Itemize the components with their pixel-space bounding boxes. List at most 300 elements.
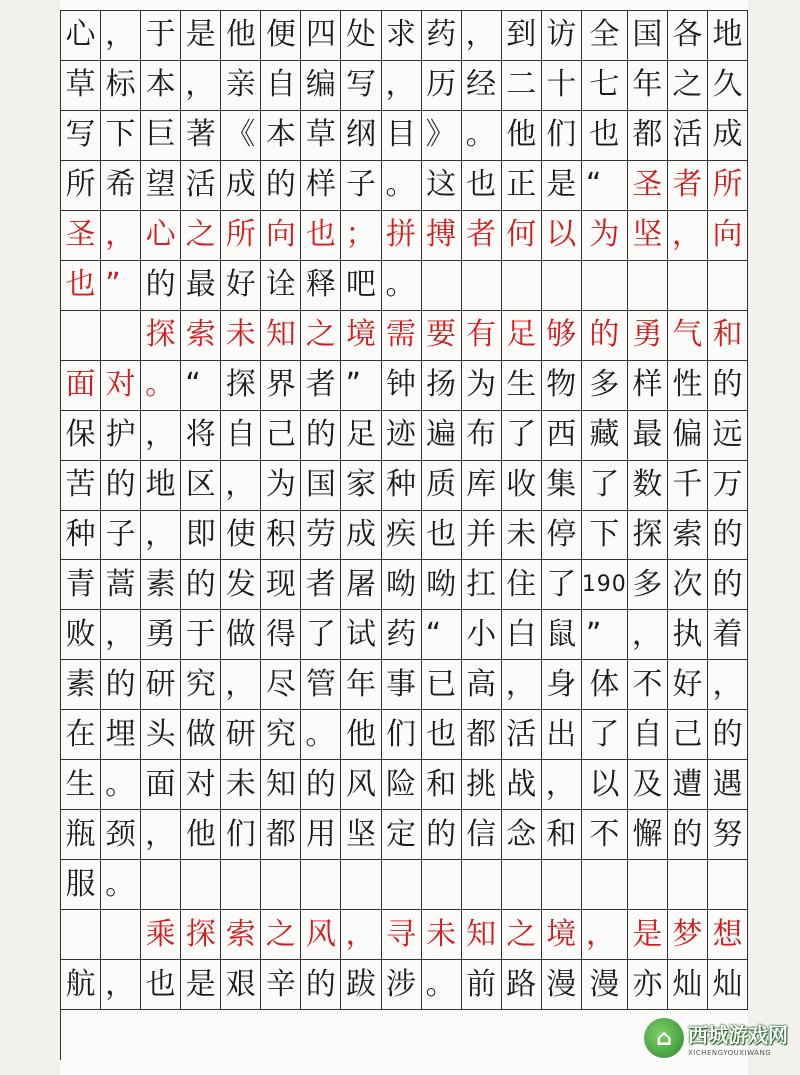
grid-cell: 各 — [668, 11, 708, 61]
grid-cell: 者 — [301, 361, 341, 411]
grid-cell: 著 — [181, 111, 221, 161]
grid-cell: 于 — [141, 11, 181, 61]
grid-cell: 疾 — [382, 511, 422, 561]
grid-cell: “ — [181, 361, 221, 411]
grid-cell: 乘 — [141, 910, 181, 960]
grid-cell — [668, 261, 708, 311]
grid-cell: 亲 — [221, 61, 261, 111]
grid-cell: 药 — [382, 610, 422, 660]
grid-cell: 好 — [221, 261, 261, 311]
grid-cell: 二 — [502, 61, 542, 111]
grid-cell: 用 — [301, 810, 341, 860]
grid-cell: 正 — [502, 161, 542, 211]
grid-cell — [542, 261, 582, 311]
grid-cell: 为 — [582, 211, 628, 261]
grid-cell — [221, 860, 261, 910]
grid-cell: 勇 — [141, 610, 181, 660]
grid-cell: 着 — [708, 610, 748, 660]
grid-cell: 便 — [261, 11, 301, 61]
grid-cell: 呦 — [422, 560, 462, 610]
grid-cell: 灿 — [708, 960, 748, 1010]
grid-cell: ， — [101, 610, 141, 660]
grid-cell: 自 — [261, 61, 301, 111]
grid-cell: 地 — [708, 11, 748, 61]
grid-cell: 药 — [422, 11, 462, 61]
grid-cell — [422, 860, 462, 910]
grid-cell: 做 — [221, 610, 261, 660]
grid-cell — [341, 860, 381, 910]
grid-cell: 现 — [261, 560, 301, 610]
grid-cell: 。 — [101, 760, 141, 810]
grid-cell: 收 — [502, 461, 542, 511]
grid-cell: 下 — [582, 511, 628, 561]
grid-cell: 。 — [462, 111, 502, 161]
grid-cell: ” — [101, 261, 141, 311]
grid-cell: 苦 — [61, 461, 101, 511]
grid-cell: 不 — [582, 810, 628, 860]
grid-cell: 风 — [341, 760, 381, 810]
grid-cell: 的 — [708, 560, 748, 610]
grid-cell: 颈 — [101, 810, 141, 860]
grid-cell: 也 — [61, 261, 101, 311]
grid-cell: 目 — [382, 111, 422, 161]
grid-cell: ， — [141, 511, 181, 561]
grid-cell: 子 — [101, 511, 141, 561]
grid-cell — [462, 860, 502, 910]
grid-cell: 活 — [668, 111, 708, 161]
grid-cell: 及 — [628, 760, 668, 810]
grid-cell: 的 — [708, 710, 748, 760]
grid-cell: 得 — [261, 610, 301, 660]
grid-cell: 多 — [628, 560, 668, 610]
grid-cell: ， — [101, 11, 141, 61]
grid-cell: ， — [181, 61, 221, 111]
grid-cell: 扛 — [462, 560, 502, 610]
grid-cell: 好 — [668, 660, 708, 710]
grid-cell: 访 — [542, 11, 582, 61]
grid-cell: 并 — [462, 511, 502, 561]
grid-cell: 屠 — [341, 560, 381, 610]
grid-cell: 研 — [221, 710, 261, 760]
grid-cell: 探 — [181, 910, 221, 960]
grid-cell: 即 — [181, 511, 221, 561]
grid-cell: 遇 — [708, 760, 748, 810]
grid-cell: 活 — [502, 710, 542, 760]
grid-cell: 钟 — [382, 361, 422, 411]
grid-cell: 未 — [422, 910, 462, 960]
grid-cell: 搏 — [422, 211, 462, 261]
site-watermark — [644, 1005, 794, 1071]
grid-cell: 所 — [221, 211, 261, 261]
grid-cell: 多 — [582, 361, 628, 411]
grid-cell: 生 — [502, 361, 542, 411]
grid-cell: 保 — [61, 411, 101, 461]
grid-cell: 知 — [261, 311, 301, 361]
grid-cell: 。 — [422, 960, 462, 1010]
grid-cell: 和 — [422, 760, 462, 810]
grid-cell: 小 — [462, 610, 502, 660]
grid-cell: 自 — [628, 710, 668, 760]
grid-cell: 自 — [221, 411, 261, 461]
grid-cell: 亦 — [628, 960, 668, 1010]
grid-cell: 埋 — [101, 710, 141, 760]
grid-cell: 之 — [668, 61, 708, 111]
grid-cell: 们 — [221, 810, 261, 860]
grid-cell: 对 — [181, 760, 221, 810]
grid-cell: 心 — [141, 211, 181, 261]
grid-cell: 对 — [101, 361, 141, 411]
grid-cell: 呦 — [382, 560, 422, 610]
grid-cell: 巨 — [141, 111, 181, 161]
grid-cell: ， — [101, 960, 141, 1010]
grid-cell: 向 — [261, 211, 301, 261]
grid-cell: 挑 — [462, 760, 502, 810]
grid-cell — [181, 860, 221, 910]
grid-cell: 本 — [261, 111, 301, 161]
grid-cell — [382, 860, 422, 910]
grid-cell: 想 — [708, 910, 748, 960]
grid-cell: 种 — [382, 461, 422, 511]
grid-cell: 将 — [181, 411, 221, 461]
grid-cell: 之 — [181, 211, 221, 261]
grid-cell: 都 — [628, 111, 668, 161]
grid-cell — [261, 860, 301, 910]
grid-cell: 积 — [261, 511, 301, 561]
grid-cell: 以 — [582, 760, 628, 810]
grid-cell: ， — [341, 910, 381, 960]
grid-cell: 索 — [668, 511, 708, 561]
grid-cell: 者 — [462, 211, 502, 261]
grid-cell: 之 — [261, 910, 301, 960]
grid-cell: 们 — [542, 111, 582, 161]
grid-cell: 种 — [61, 511, 101, 561]
grid-cell: 也 — [422, 511, 462, 561]
grid-cell: 写 — [61, 111, 101, 161]
grid-cell: ” — [582, 610, 628, 660]
grid-cell: 以 — [542, 211, 582, 261]
grid-cell: 是 — [181, 11, 221, 61]
grid-cell: 停 — [542, 511, 582, 561]
grid-cell: 的 — [301, 960, 341, 1010]
grid-cell: 未 — [502, 511, 542, 561]
grid-cell: 头 — [141, 710, 181, 760]
grid-cell: 足 — [341, 411, 381, 461]
grid-cell: 区 — [181, 461, 221, 511]
grid-cell: 们 — [382, 710, 422, 760]
grid-cell: 风 — [301, 910, 341, 960]
grid-cell: 前 — [462, 960, 502, 1010]
grid-cell: 性 — [668, 361, 708, 411]
grid-cell: 青 — [61, 560, 101, 610]
grid-cell: 住 — [502, 560, 542, 610]
grid-cell: 的 — [301, 411, 341, 461]
grid-cell: 念 — [502, 810, 542, 860]
grid-cell: 寻 — [382, 910, 422, 960]
grid-cell: 艰 — [221, 960, 261, 1010]
grid-cell: 的 — [422, 810, 462, 860]
grid-cell: 漫 — [582, 960, 628, 1010]
grid-cell: 不 — [628, 660, 668, 710]
grid-cell: 所 — [708, 161, 748, 211]
grid-cell: 《 — [221, 111, 261, 161]
grid-cell: 活 — [181, 161, 221, 211]
grid-cell: 败 — [61, 610, 101, 660]
grid-cell: 有 — [462, 311, 502, 361]
grid-cell: 辛 — [261, 960, 301, 1010]
grid-cell: ， — [582, 910, 628, 960]
grid-cell: 希 — [101, 161, 141, 211]
grid-cell — [101, 311, 141, 361]
grid-cell: 心 — [61, 11, 101, 61]
grid-cell: 也 — [141, 960, 181, 1010]
grid-cell — [502, 261, 542, 311]
grid-cell: 草 — [301, 111, 341, 161]
grid-cell: 拼 — [382, 211, 422, 261]
grid-cell — [301, 860, 341, 910]
grid-cell: 服 — [61, 860, 101, 910]
grid-cell: 这 — [422, 161, 462, 211]
grid-cell: 千 — [668, 461, 708, 511]
essay-sheet — [60, 0, 748, 1075]
grid-cell: 出 — [542, 710, 582, 760]
grid-cell: 探 — [628, 511, 668, 561]
grid-cell: 年 — [341, 660, 381, 710]
grid-cell: 样 — [301, 161, 341, 211]
grid-cell: 蒿 — [101, 560, 141, 610]
grid-cell: 。 — [301, 710, 341, 760]
grid-cell: 本 — [141, 61, 181, 111]
grid-cell: 都 — [261, 810, 301, 860]
grid-cell: 于 — [181, 610, 221, 660]
grid-cell — [502, 860, 542, 910]
grid-cell: 久 — [708, 61, 748, 111]
grid-cell: 和 — [708, 311, 748, 361]
grid-cell: 知 — [462, 910, 502, 960]
grid-cell: 也 — [422, 710, 462, 760]
grid-cell: 坚 — [341, 810, 381, 860]
grid-cell: 战 — [502, 760, 542, 810]
grid-cell: 信 — [462, 810, 502, 860]
grid-cell: 索 — [181, 311, 221, 361]
grid-cell — [422, 261, 462, 311]
grid-cell — [141, 860, 181, 910]
grid-cell: 远 — [708, 411, 748, 461]
grid-cell — [582, 860, 628, 910]
grid-cell: 的 — [141, 261, 181, 311]
grid-cell: 圣 — [628, 161, 668, 211]
grid-cell: 护 — [101, 411, 141, 461]
grid-cell — [462, 261, 502, 311]
grid-cell: 释 — [301, 261, 341, 311]
grid-cell: 了 — [582, 461, 628, 511]
grid-cell: 白 — [502, 610, 542, 660]
grid-cell: 最 — [628, 411, 668, 461]
grid-cell: 布 — [462, 411, 502, 461]
grid-cell: 是 — [542, 161, 582, 211]
grid-cell: 年 — [628, 61, 668, 111]
grid-cell: 境 — [542, 910, 582, 960]
grid-cell: 迹 — [382, 411, 422, 461]
grid-cell: 劳 — [301, 511, 341, 561]
grid-cell: 扬 — [422, 361, 462, 411]
grid-cell: 国 — [301, 461, 341, 511]
grid-cell: 所 — [61, 161, 101, 211]
grid-cell: 的 — [708, 361, 748, 411]
grid-cell: 懈 — [628, 810, 668, 860]
grid-cell: 都 — [462, 710, 502, 760]
grid-cell: 处 — [341, 11, 381, 61]
grid-cell — [582, 261, 628, 311]
grid-cell: 经 — [462, 61, 502, 111]
grid-cell: 足 — [502, 311, 542, 361]
grid-cell: 集 — [542, 461, 582, 511]
grid-cell: 要 — [422, 311, 462, 361]
grid-cell: 发 — [221, 560, 261, 610]
grid-cell: ， — [628, 610, 668, 660]
grid-cell: 编 — [301, 61, 341, 111]
grid-cell: 试 — [341, 610, 381, 660]
grid-cell — [61, 311, 101, 361]
grid-cell: 瓶 — [61, 810, 101, 860]
grid-cell: 成 — [341, 511, 381, 561]
grid-cell: 他 — [221, 11, 261, 61]
grid-cell: 诠 — [261, 261, 301, 311]
grid-cell: 。 — [382, 261, 422, 311]
grid-cell: 己 — [668, 710, 708, 760]
grid-cell: 到 — [502, 11, 542, 61]
grid-cell: 执 — [668, 610, 708, 660]
grid-cell: 险 — [382, 760, 422, 810]
grid-cell: 十 — [542, 61, 582, 111]
grid-cell: 下 — [101, 111, 141, 161]
grid-cell: ， — [502, 660, 542, 710]
grid-cell: 纲 — [341, 111, 381, 161]
grid-cell: 已 — [422, 660, 462, 710]
grid-cell: 身 — [542, 660, 582, 710]
grid-cell: 藏 — [582, 411, 628, 461]
grid-cell: 管 — [301, 660, 341, 710]
grid-cell: 索 — [221, 910, 261, 960]
grid-cell: 样 — [628, 361, 668, 411]
grid-cell: 己 — [261, 411, 301, 461]
grid-cell: 。 — [382, 161, 422, 211]
grid-cell: 万 — [708, 461, 748, 511]
grid-cell: 写 — [341, 61, 381, 111]
grid-cell: 子 — [341, 161, 381, 211]
grid-cell: 界 — [261, 361, 301, 411]
grid-cell: 路 — [502, 960, 542, 1010]
grid-cell: 高 — [462, 660, 502, 710]
grid-cell: 研 — [141, 660, 181, 710]
grid-cell: 也 — [582, 111, 628, 161]
grid-cell: 者 — [301, 560, 341, 610]
grid-cell: 够 — [542, 311, 582, 361]
grid-cell: 他 — [181, 810, 221, 860]
grid-cell: “ — [582, 161, 628, 211]
grid-cell: ， — [708, 660, 748, 710]
grid-cell: 为 — [462, 361, 502, 411]
grid-cell: 库 — [462, 461, 502, 511]
grid-cell: 航 — [61, 960, 101, 1010]
grid-cell: 质 — [422, 461, 462, 511]
grid-cell: 求 — [382, 11, 422, 61]
grid-cell: 境 — [341, 311, 381, 361]
grid-cell: ， — [221, 461, 261, 511]
grid-cell: 尽 — [261, 660, 301, 710]
grid-cell: 七 — [582, 61, 628, 111]
grid-cell: 是 — [181, 960, 221, 1010]
grid-cell: 使 — [221, 511, 261, 561]
grid-cell: 做 — [181, 710, 221, 760]
grid-cell — [542, 860, 582, 910]
grid-cell: 生 — [61, 760, 101, 810]
grid-cell: ， — [221, 660, 261, 710]
writing-grid — [60, 10, 748, 1060]
grid-cell: 望 — [141, 161, 181, 211]
grid-cell: ， — [462, 11, 502, 61]
grid-cell: 的 — [101, 660, 141, 710]
grid-cell: 了 — [582, 710, 628, 760]
grid-cell: 成 — [221, 161, 261, 211]
grid-cell: 他 — [502, 111, 542, 161]
grid-cell: 跋 — [341, 960, 381, 1010]
grid-cell: 探 — [221, 361, 261, 411]
grid-cell: 草 — [61, 61, 101, 111]
grid-cell: 次 — [668, 560, 708, 610]
grid-cell: 国 — [628, 11, 668, 61]
grid-cell: 全 — [582, 11, 628, 61]
watermark-subtext: XICHENGYOUXIWANG — [688, 1049, 772, 1057]
grid-cell — [101, 910, 141, 960]
grid-cell: ， — [668, 211, 708, 261]
grid-cell: 之 — [301, 311, 341, 361]
grid-cell: 究 — [181, 660, 221, 710]
grid-cell: “ — [422, 610, 462, 660]
grid-cell: 面 — [61, 361, 101, 411]
grid-cell: 在 — [61, 710, 101, 760]
grid-cell: 成 — [708, 111, 748, 161]
grid-cell: 素 — [141, 560, 181, 610]
grid-cell: 也 — [462, 161, 502, 211]
grid-cell — [708, 261, 748, 311]
grid-cell: 是 — [628, 910, 668, 960]
grid-cell: 西 — [542, 411, 582, 461]
grid-cell: 事 — [382, 660, 422, 710]
grid-cell: ， — [382, 61, 422, 111]
grid-cell: 了 — [301, 610, 341, 660]
grid-cell: 遍 — [422, 411, 462, 461]
grid-cell: 灿 — [668, 960, 708, 1010]
grid-cell: 圣 — [61, 211, 101, 261]
grid-cell: 之 — [502, 910, 542, 960]
grid-cell: 鼠 — [542, 610, 582, 660]
grid-cell: 家 — [341, 461, 381, 511]
grid-cell: 的 — [708, 511, 748, 561]
grid-cell: ， — [101, 211, 141, 261]
grid-cell: 的 — [181, 560, 221, 610]
grid-cell: ， — [141, 810, 181, 860]
grid-cell: 坚 — [628, 211, 668, 261]
grid-cell: 未 — [221, 760, 261, 810]
grid-cell — [61, 910, 101, 960]
grid-cell — [628, 860, 668, 910]
grid-cell: 定 — [382, 810, 422, 860]
grid-cell: 。 — [141, 361, 181, 411]
grid-cell: 》 — [422, 111, 462, 161]
grid-cell: 标 — [101, 61, 141, 111]
grid-cell — [628, 261, 668, 311]
grid-cell: 面 — [141, 760, 181, 810]
